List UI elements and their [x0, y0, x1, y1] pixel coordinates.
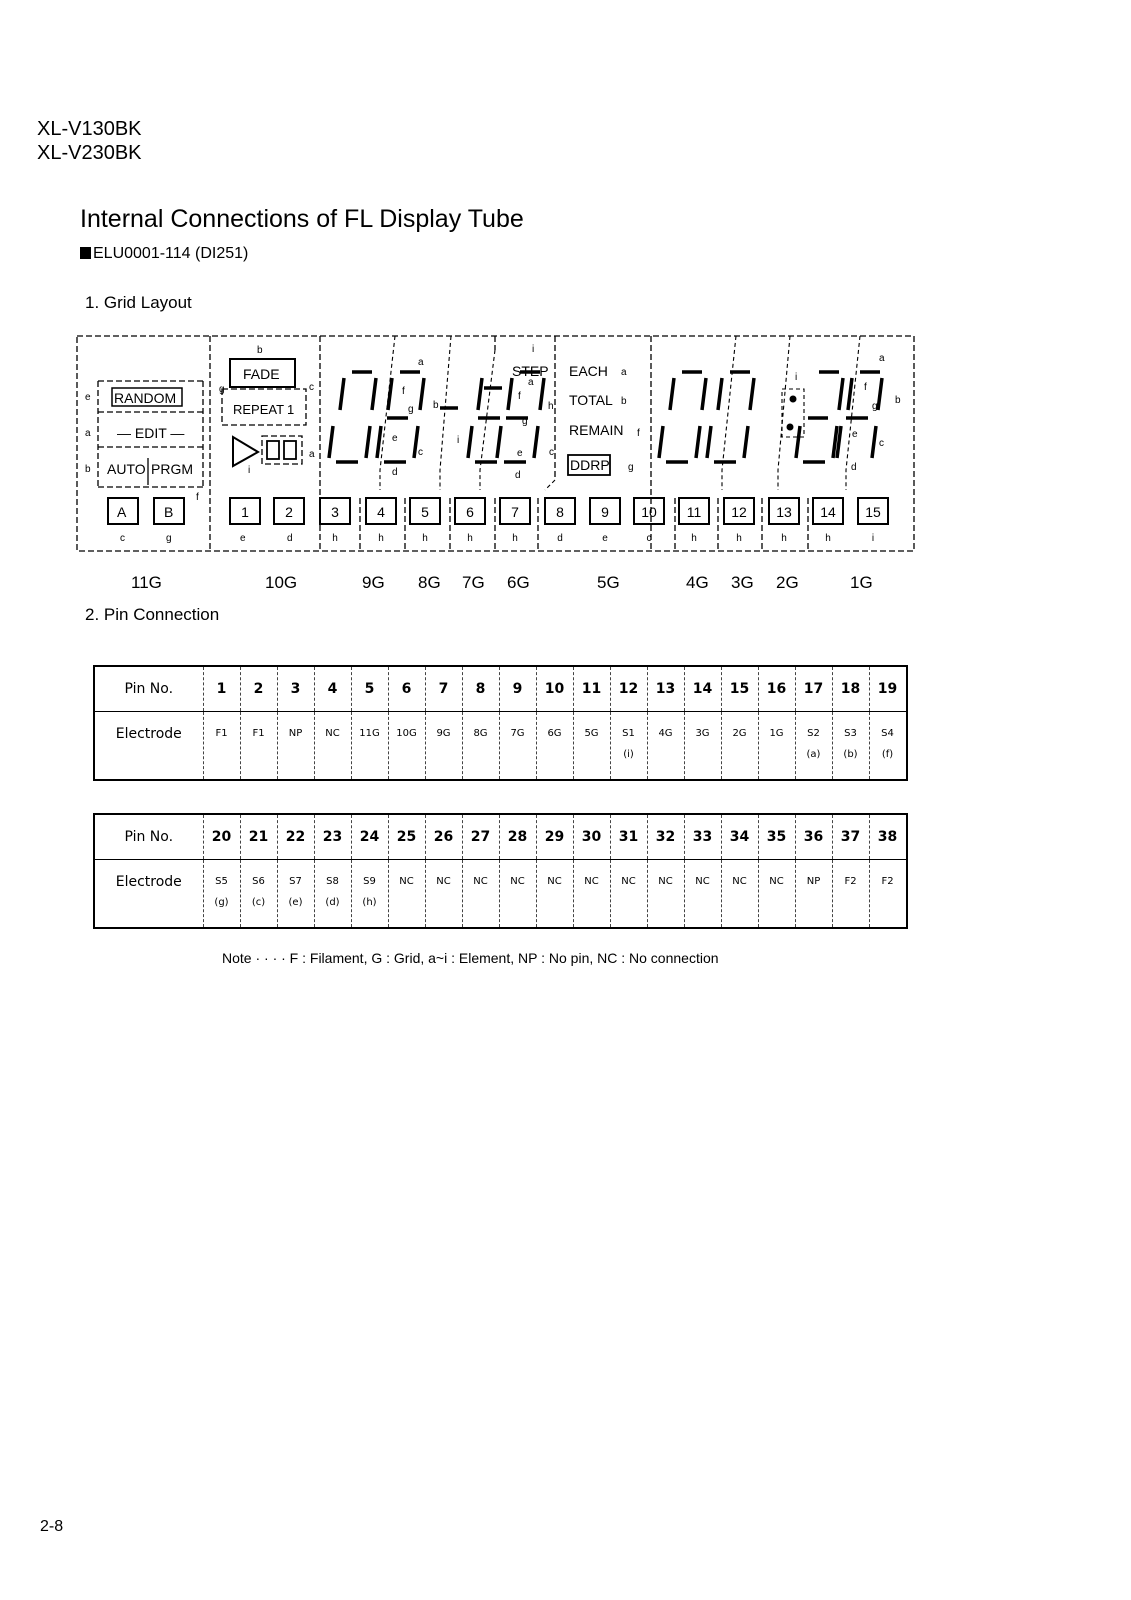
svg-text:h: h — [825, 533, 831, 544]
svg-text:c: c — [120, 533, 125, 544]
electrode-cell: NC — [721, 860, 758, 928]
svg-text:g: g — [872, 401, 878, 412]
box-label-1: 1 — [241, 504, 249, 520]
page-number: 2-8 — [40, 1518, 64, 1535]
box-label-2: 2 — [285, 504, 293, 520]
pin-table-2 — [93, 813, 908, 929]
pin-cell: 25 — [388, 814, 425, 860]
svg-text:h: h — [691, 533, 697, 544]
box-label-7: 7 — [511, 504, 519, 520]
svg-text:b: b — [433, 400, 439, 411]
pin-cell: 31 — [610, 814, 647, 860]
grid-label-4g: 4G — [686, 573, 709, 592]
pin-cell: 6 — [388, 666, 425, 712]
seven-segment-digits-left — [329, 372, 544, 462]
pin-cell: 10 — [536, 666, 573, 712]
box-label-12: 12 — [731, 504, 747, 520]
pin-cell: 1 — [203, 666, 240, 712]
svg-text:f: f — [196, 492, 199, 503]
electrode-cell: NC — [758, 860, 795, 928]
label-step: STEP — [512, 363, 549, 379]
svg-text:c: c — [646, 533, 652, 544]
legend-note: Note · · · · F : Filament, G : Grid, a~i : Element, NP : No pin, NC : No connection — [222, 950, 719, 966]
pin-table-1-electrode-row — [94, 712, 907, 780]
box-label-3: 3 — [331, 504, 339, 520]
pin-cell: 19 — [869, 666, 907, 712]
label-repeat-1: 1 — [287, 402, 295, 417]
svg-text:a: a — [879, 353, 885, 364]
model-name-1: XL-V130BK — [37, 118, 142, 140]
label-ddrp: DDRP — [570, 457, 610, 473]
svg-text:d: d — [851, 462, 857, 473]
svg-text:i: i — [795, 372, 798, 383]
electrode-cell: F2 — [869, 860, 907, 928]
electrode-cell: 5G — [573, 712, 610, 780]
pin-cell: 35 — [758, 814, 795, 860]
pin-cell: 30 — [573, 814, 610, 860]
square-bullet-icon — [80, 247, 91, 259]
pin-cell: 3 — [277, 666, 314, 712]
electrode-cell: S8 (d) — [314, 860, 351, 928]
electrode-cell: 9G — [425, 712, 462, 780]
electrode-cell: S6 (c) — [240, 860, 277, 928]
box-label-4: 4 — [377, 504, 385, 520]
svg-text:h: h — [422, 533, 428, 544]
svg-text:g: g — [166, 533, 172, 544]
svg-text:b: b — [257, 345, 263, 356]
svg-text:b: b — [621, 396, 627, 407]
svg-text:g: g — [628, 462, 634, 473]
pin-cell: 34 — [721, 814, 758, 860]
electrode-cell: NC — [610, 860, 647, 928]
electrode-cell: NC — [536, 860, 573, 928]
electrode-cell: 2G — [721, 712, 758, 780]
part-number — [80, 245, 248, 263]
pin-cell: 22 — [277, 814, 314, 860]
svg-text:a: a — [85, 428, 91, 439]
electrode-cell: S4 (f) — [869, 712, 907, 780]
label-edit: — EDIT — — [117, 425, 185, 441]
pin-table-2-electrode-row — [94, 860, 907, 928]
electrode-cell: NP — [795, 860, 832, 928]
mode-labels — [219, 345, 315, 544]
electrode-cell: S5 (g) — [203, 860, 240, 928]
pin-cell: 9 — [499, 666, 536, 712]
pin-cell: 23 — [314, 814, 351, 860]
page-title: Internal Connections of FL Display Tube — [80, 205, 524, 233]
pin-cell: 33 — [684, 814, 721, 860]
pin-cell: 2 — [240, 666, 277, 712]
svg-text:h: h — [512, 533, 518, 544]
pin-cell: 27 — [462, 814, 499, 860]
svg-text:f: f — [637, 428, 640, 439]
pin-cell: 5 — [351, 666, 388, 712]
grid-label-3g: 3G — [731, 573, 754, 592]
grid-layout-diagram — [0, 325, 1131, 560]
svg-text:e: e — [602, 533, 608, 544]
svg-text:h: h — [467, 533, 473, 544]
pin-cell: 38 — [869, 814, 907, 860]
electrode-cell: F2 — [832, 860, 869, 928]
svg-text:i: i — [871, 533, 875, 544]
svg-text:e: e — [85, 392, 91, 403]
svg-text:c: c — [418, 447, 423, 458]
pin-cell: 4 — [314, 666, 351, 712]
pin-cell: 15 — [721, 666, 758, 712]
box-label-8: 8 — [556, 504, 564, 520]
electrode-cell: NC — [647, 860, 684, 928]
box-element-letters — [332, 533, 874, 544]
grid-label-11g: 11G — [131, 573, 162, 592]
electrode-cell: 4G — [647, 712, 684, 780]
electrode-cell: 6G — [536, 712, 573, 780]
electrode-cell: 11G — [351, 712, 388, 780]
electrode-cell: NC — [388, 860, 425, 928]
svg-text:d: d — [515, 470, 521, 481]
svg-text:h: h — [781, 533, 787, 544]
electrode-cell: 7G — [499, 712, 536, 780]
box-label-9: 9 — [601, 504, 609, 520]
electrode-cell: 3G — [684, 712, 721, 780]
box-label-13: 13 — [776, 504, 792, 520]
pin-cell: 13 — [647, 666, 684, 712]
svg-text:i: i — [248, 465, 251, 476]
pin-cell: 36 — [795, 814, 832, 860]
grid-label-1g: 1G — [850, 573, 873, 592]
pin-cell: 28 — [499, 814, 536, 860]
numbered-box-labels — [241, 504, 881, 520]
svg-text:e: e — [517, 448, 523, 459]
pin-cell: 18 — [832, 666, 869, 712]
electrode-cell: S3 (b) — [832, 712, 869, 780]
pin-header-label: Pin No. — [94, 666, 203, 712]
svg-text:c: c — [549, 447, 554, 458]
svg-text:a: a — [309, 449, 315, 460]
electrode-cell: NP — [277, 712, 314, 780]
svg-text:g: g — [522, 416, 528, 427]
svg-text:b: b — [85, 464, 91, 475]
svg-text:d: d — [392, 467, 398, 478]
svg-text:i: i — [532, 344, 535, 355]
part-number-text: ELU0001-114 (DI251) — [93, 245, 249, 262]
label-prgm: PRGM — [151, 461, 193, 477]
svg-text:a: a — [528, 377, 534, 388]
model-name-2: XL-V230BK — [37, 142, 142, 164]
svg-text:f: f — [402, 386, 405, 397]
box-label-6: 6 — [466, 504, 474, 520]
electrode-cell: NC — [499, 860, 536, 928]
pin-cell: 29 — [536, 814, 573, 860]
pin-cell: 11 — [573, 666, 610, 712]
box-label-11: 11 — [686, 504, 702, 520]
label-repeat: REPEAT — [233, 402, 285, 417]
pin-table-1-pin-row — [94, 666, 907, 712]
label-each: EACH — [569, 363, 608, 379]
svg-text:d: d — [557, 533, 563, 544]
svg-text:i: i — [457, 435, 460, 446]
svg-text:h: h — [736, 533, 742, 544]
pin-cell: 17 — [795, 666, 832, 712]
pin-cell: 24 — [351, 814, 388, 860]
svg-text:a: a — [621, 367, 627, 378]
box-label-15: 15 — [865, 504, 881, 520]
electrode-cell: 8G — [462, 712, 499, 780]
grid-label-6g: 6G — [507, 573, 530, 592]
pin-cell: 21 — [240, 814, 277, 860]
label-fade: FADE — [243, 366, 280, 382]
grid-label-2g: 2G — [776, 573, 799, 592]
section-pin-connection-heading: 2. Pin Connection — [85, 605, 220, 624]
pin-cell: 12 — [610, 666, 647, 712]
svg-text:e: e — [392, 433, 398, 444]
svg-text:d: d — [287, 533, 293, 544]
electrode-cell: NC — [425, 860, 462, 928]
svg-text:b: b — [895, 395, 901, 406]
pin-table-1 — [93, 665, 908, 781]
svg-text:f: f — [864, 382, 867, 393]
grid-label-8g: 8G — [418, 573, 441, 592]
electrode-cell: NC — [684, 860, 721, 928]
svg-text:h: h — [332, 533, 338, 544]
grid-label-10g: 10G — [265, 573, 298, 592]
electrode-cell: S1 (i) — [610, 712, 647, 780]
electrode-cell: S2 (a) — [795, 712, 832, 780]
svg-text:h: h — [548, 401, 554, 412]
pin-cell: 8 — [462, 666, 499, 712]
grid-label-7g: 7G — [462, 573, 485, 592]
svg-text:a: a — [418, 357, 424, 368]
grid-label-9g: 9G — [362, 573, 385, 592]
box-label-14: 14 — [820, 504, 836, 520]
pin-cell: 20 — [203, 814, 240, 860]
label-remain: REMAIN — [569, 422, 624, 438]
pin-cell: 32 — [647, 814, 684, 860]
pin-cell: 37 — [832, 814, 869, 860]
svg-text:h: h — [378, 533, 384, 544]
box-label-10: 10 — [641, 504, 657, 520]
electrode-cell: NC — [573, 860, 610, 928]
electrode-cell: 1G — [758, 712, 795, 780]
pin-cell: 16 — [758, 666, 795, 712]
electrode-cell: S9 (h) — [351, 860, 388, 928]
svg-text:e: e — [240, 533, 246, 544]
pin-header-label: Pin No. — [94, 814, 203, 860]
electrode-row-label: Electrode — [94, 712, 203, 780]
electrode-cell: F1 — [203, 712, 240, 780]
svg-text:c: c — [879, 438, 884, 449]
label-auto: AUTO — [107, 461, 146, 477]
electrode-row-label: Electrode — [94, 860, 203, 928]
pin-cell: 26 — [425, 814, 462, 860]
electrode-cell: NC — [314, 712, 351, 780]
pin-cell: 14 — [684, 666, 721, 712]
svg-text:g: g — [408, 404, 414, 415]
section-grid-layout-heading: 1. Grid Layout — [85, 293, 192, 312]
pin-table-2-pin-row — [94, 814, 907, 860]
label-total: TOTAL — [569, 392, 613, 408]
label-random: RANDOM — [114, 390, 177, 406]
button-label-a: A — [117, 504, 127, 520]
svg-text:c: c — [309, 382, 314, 393]
button-label-b: B — [164, 504, 174, 520]
svg-text:e: e — [852, 429, 858, 440]
electrode-cell: 10G — [388, 712, 425, 780]
grid-label-5g: 5G — [597, 573, 620, 592]
pin-cell: 7 — [425, 666, 462, 712]
box-label-5: 5 — [421, 504, 429, 520]
electrode-cell: S7 (e) — [277, 860, 314, 928]
svg-text:g: g — [219, 384, 225, 395]
electrode-cell: NC — [462, 860, 499, 928]
svg-text:f: f — [518, 391, 521, 402]
electrode-cell: F1 — [240, 712, 277, 780]
